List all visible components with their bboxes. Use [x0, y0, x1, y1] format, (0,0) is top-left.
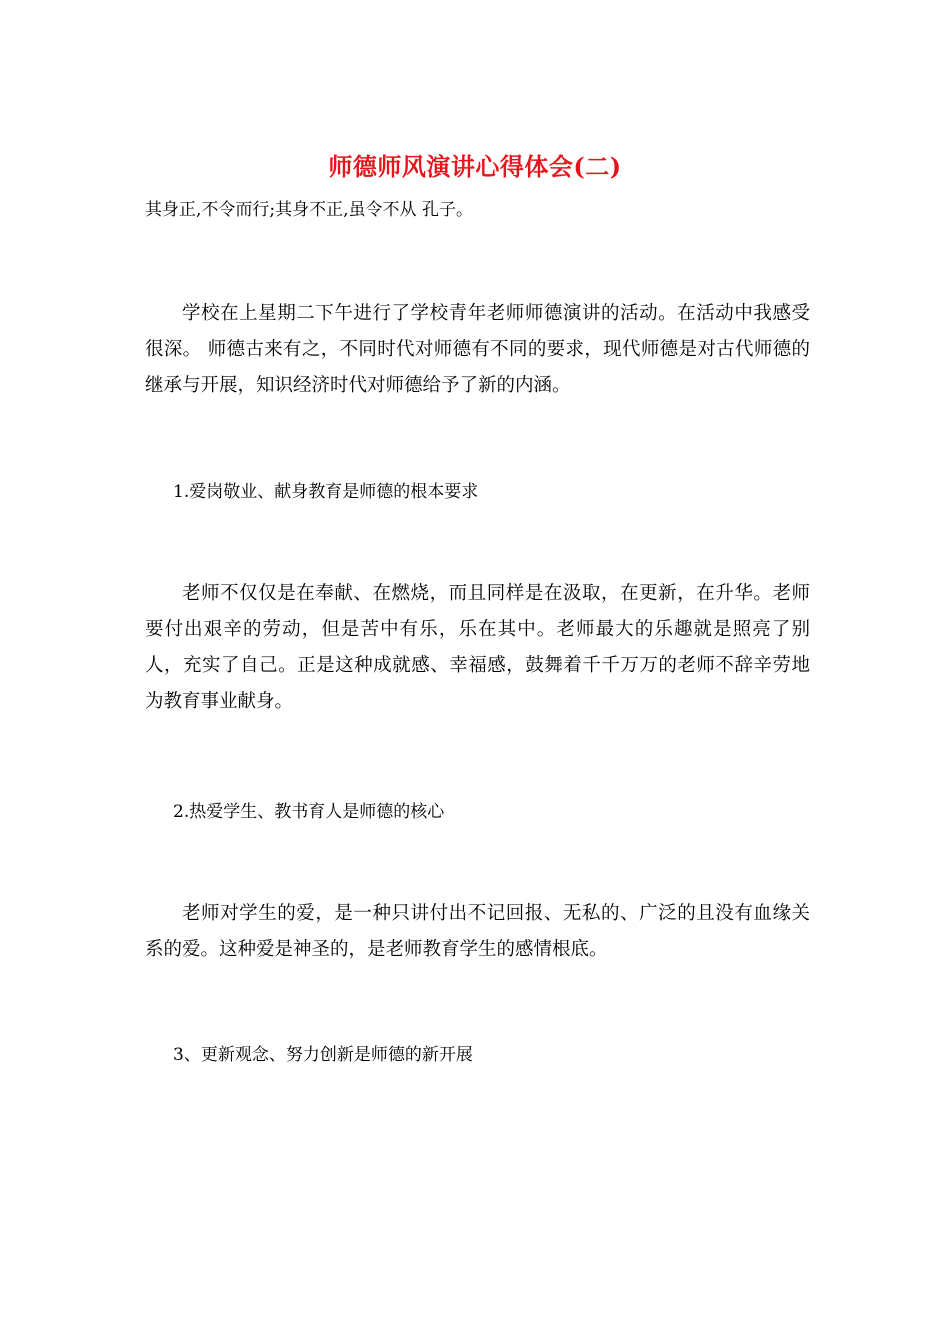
section-heading-3: 3、更新观念、努力创新是师德的新开展: [173, 1045, 473, 1065]
paragraph-intro: 学校在上星期二下午进行了学校青年老师师德演讲的活动。在活动中我感受很深。 师德古来有之，不同时代对师德有不同的要求，现代师德是对古代师德的继承与开展，知识经济时代对师德给予了新的内涵。: [145, 303, 810, 396]
section-heading-1: 1.爱岗敬业、献身教育是师德的根本要求: [173, 482, 479, 502]
epigraph-quote: 其身正,不令而行;其身不正,虽令不从 孔子。: [145, 200, 473, 220]
document-title: 师德师风演讲心得体会(二): [328, 152, 622, 181]
paragraph-love-students: 老师对学生的爱，是一种只讲付出不记回报、无私的、广泛的且没有血缘关系的爱。这种爱是神圣的，是老师教育学生的感情根底。: [145, 903, 810, 960]
paragraph-dedication: 老师不仅仅是在奉献、在燃烧，而且同样是在汲取，在更新，在升华。老师要付出艰辛的劳动，但是苦中有乐，乐在其中。老师最大的乐趣就是照亮了别人，充实了自己。正是这种成就感、幸福感，鼓舞着千千万万的老师不辞辛劳地为教育事业献身。: [145, 583, 810, 712]
section-heading-2: 2.热爱学生、教书育人是师德的核心: [173, 802, 445, 822]
